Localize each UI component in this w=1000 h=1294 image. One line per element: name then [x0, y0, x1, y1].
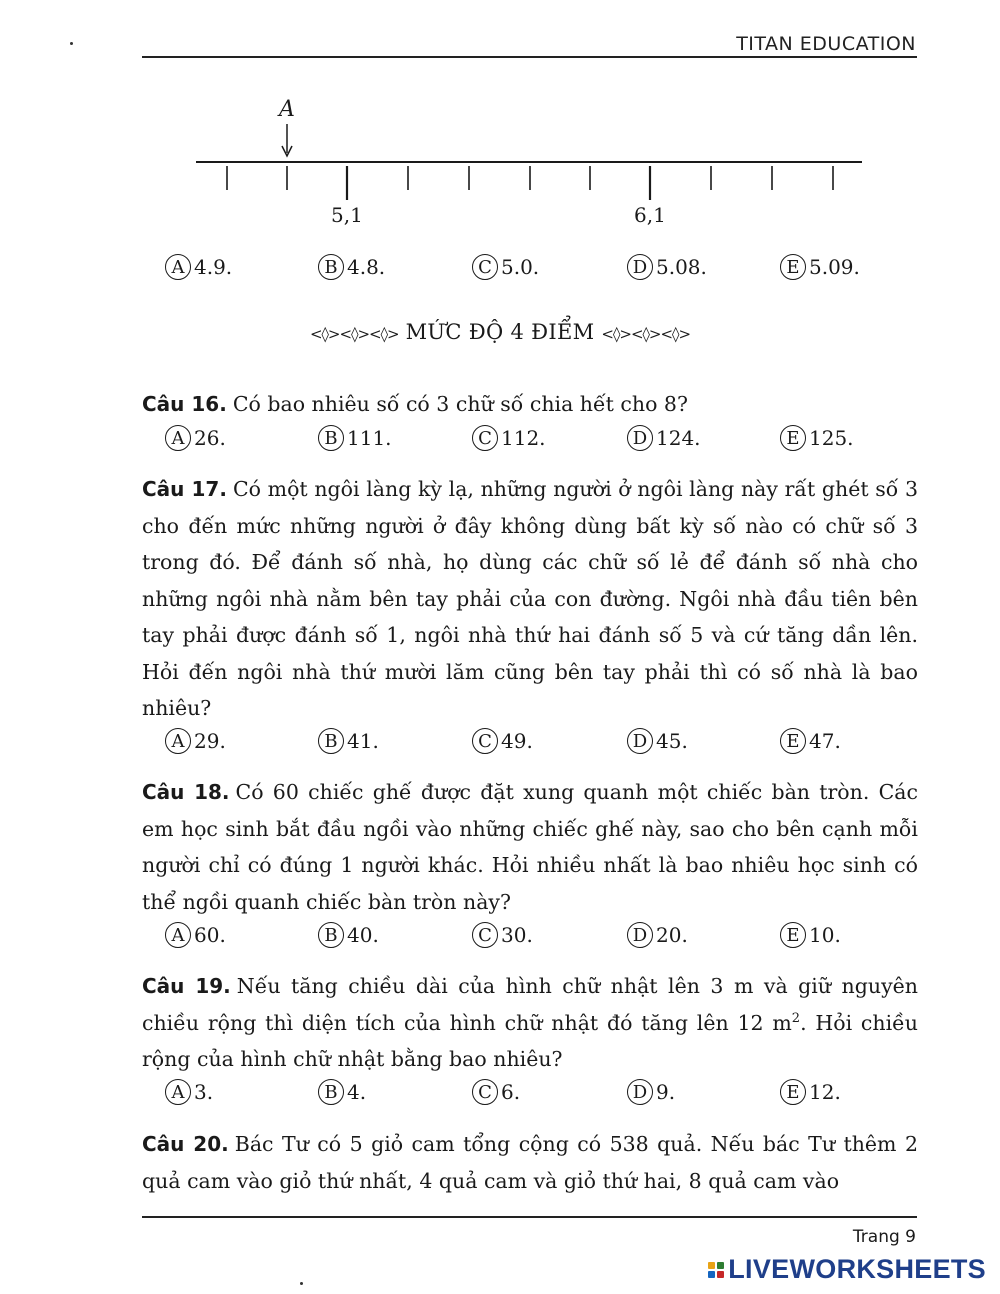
option-text: 3. — [194, 1080, 214, 1104]
option-letter: B — [318, 1079, 344, 1105]
section-title-text: MỨC ĐỘ 4 ĐIỂM — [405, 320, 595, 344]
option-text: 4. — [347, 1080, 367, 1104]
option-text: 4.9. — [194, 255, 233, 279]
option-text: 60. — [194, 923, 226, 947]
q15-options — [165, 254, 925, 286]
number-line-ticks — [227, 166, 833, 200]
option-e[interactable] — [780, 425, 854, 451]
page-number: Trang 9 — [852, 1227, 916, 1247]
option-text: 47. — [809, 729, 841, 753]
option-text: 10. — [809, 923, 841, 947]
option-text: 40. — [347, 923, 379, 947]
header-brand: TITAN EDUCATION — [736, 33, 916, 55]
option-a[interactable] — [165, 922, 226, 948]
option-letter: E — [780, 728, 806, 754]
logo-square — [708, 1271, 715, 1278]
option-e[interactable] — [780, 922, 841, 948]
option-b[interactable] — [318, 254, 385, 280]
option-text: 5.0. — [501, 255, 540, 279]
option-letter: E — [780, 254, 806, 280]
superscript: 2 — [791, 1010, 801, 1026]
option-letter: C — [472, 1079, 498, 1105]
option-letter: A — [165, 1079, 191, 1105]
question-label: Câu 19. — [142, 974, 231, 998]
option-letter: C — [472, 254, 498, 280]
option-e[interactable] — [780, 728, 841, 754]
ornament-left: <◊><◊><◊> — [309, 325, 399, 343]
option-a[interactable] — [165, 425, 226, 451]
option-text: 45. — [656, 729, 688, 753]
option-b[interactable] — [318, 1079, 366, 1105]
option-text: 29. — [194, 729, 226, 753]
option-text: 12. — [809, 1080, 841, 1104]
q17-options — [165, 728, 925, 760]
option-a[interactable] — [165, 1079, 213, 1105]
option-letter: E — [780, 1079, 806, 1105]
option-letter: A — [165, 254, 191, 280]
option-letter: A — [165, 728, 191, 754]
option-e[interactable] — [780, 1079, 841, 1105]
logo-square — [717, 1262, 724, 1269]
option-letter: B — [318, 254, 344, 280]
option-letter: D — [627, 728, 653, 754]
option-text: 6. — [501, 1080, 521, 1104]
logo-squares-icon — [708, 1262, 724, 1278]
option-text: 5.09. — [809, 255, 860, 279]
option-text: 5.08. — [656, 255, 707, 279]
option-letter: D — [627, 254, 653, 280]
option-text: 41. — [347, 729, 379, 753]
marker-label: A — [279, 97, 295, 122]
option-c[interactable] — [472, 728, 533, 754]
ornament-right: <◊><◊><◊> — [601, 325, 691, 343]
option-letter: C — [472, 425, 498, 451]
logo-square — [717, 1271, 724, 1278]
option-a[interactable] — [165, 728, 226, 754]
option-d[interactable] — [627, 728, 688, 754]
option-text: 30. — [501, 923, 533, 947]
question-19 — [142, 968, 918, 1078]
question-label: Câu 20. — [142, 1132, 229, 1156]
tick-label: 6,1 — [634, 203, 666, 227]
option-d[interactable] — [627, 1079, 675, 1105]
option-text: 124. — [656, 426, 701, 450]
option-c[interactable] — [472, 254, 539, 280]
option-letter: B — [318, 922, 344, 948]
option-d[interactable] — [627, 922, 688, 948]
question-text: Có bao nhiêu số có 3 chữ số chia hết cho 8? — [232, 392, 688, 416]
number-line — [0, 0, 1000, 240]
question-20 — [142, 1126, 918, 1199]
option-letter: A — [165, 922, 191, 948]
option-letter: D — [627, 1079, 653, 1105]
question-label: Câu 17. — [142, 477, 227, 501]
question-18 — [142, 774, 918, 920]
option-letter: C — [472, 728, 498, 754]
option-letter: B — [318, 728, 344, 754]
option-letter: D — [627, 425, 653, 451]
option-letter: A — [165, 425, 191, 451]
question-text: Có một ngôi làng kỳ lạ, những người ở ngôi làng này rất ghét số 3 cho đến mức những người ở đây không dùng bất kỳ số nào có chữ số 3 trong đó. Để đánh số nhà, họ dùng các chữ số lẻ để đánh số nhà cho những ngôi nhà nằm bên tay phải của con đường. Ngôi nhà đầu tiên bên tay phải được đánh số 1, ngôi nhà thứ hai đánh số 5 và cứ tăng dần lên. Hỏi đến ngôi nhà thứ mười lăm cũng bên tay phải thì có số nhà là bao nhiêu? — [142, 477, 918, 720]
option-d[interactable] — [627, 254, 707, 280]
option-text: 4.8. — [347, 255, 386, 279]
question-17 — [142, 471, 918, 727]
option-b[interactable] — [318, 922, 379, 948]
option-e[interactable] — [780, 254, 860, 280]
q16-options — [165, 425, 925, 457]
option-text: 26. — [194, 426, 226, 450]
footer-rule — [142, 1216, 917, 1218]
liveworksheets-logo — [708, 1254, 986, 1285]
option-c[interactable] — [472, 922, 533, 948]
q18-options — [165, 922, 925, 954]
option-c[interactable] — [472, 425, 546, 451]
question-text: Nếu tăng chiều dài của hình chữ nhật lên 3 m và giữ nguyên chiều rộng thì diện tích của hình chữ nhật đó tăng lên 12 m — [142, 974, 918, 1035]
tick-label: 5,1 — [331, 203, 363, 227]
logo-text: LIVEWORKSHEETS — [728, 1254, 986, 1284]
option-a[interactable] — [165, 254, 232, 280]
section-title — [0, 320, 1000, 344]
option-c[interactable] — [472, 1079, 520, 1105]
option-text: 112. — [501, 426, 546, 450]
option-letter: B — [318, 425, 344, 451]
option-letter: C — [472, 922, 498, 948]
option-text: 20. — [656, 923, 688, 947]
option-text: 49. — [501, 729, 533, 753]
option-b[interactable] — [318, 728, 379, 754]
question-text-cont: . Hỏi chiều rộng của hình chữ nhật bằng bao nhiêu? — [142, 1010, 918, 1071]
question-label: Câu 18. — [142, 780, 230, 804]
question-label: Câu 16. — [142, 392, 227, 416]
option-text: 111. — [347, 426, 392, 450]
option-b[interactable] — [318, 425, 392, 451]
option-text: 125. — [809, 426, 854, 450]
option-letter: D — [627, 922, 653, 948]
scan-speck — [300, 1282, 303, 1285]
question-text: Có 60 chiếc ghế được đặt xung quanh một chiếc bàn tròn. Các em học sinh bắt đầu ngồi vào những chiếc ghế này, sao cho bên cạnh mỗi người chỉ có đúng 1 người khác. Hỏi nhiều nhất là bao nhiêu học sinh có thể ngồi quanh chiếc bàn tròn này? — [142, 780, 918, 914]
option-d[interactable] — [627, 425, 701, 451]
question-text: Bác Tư có 5 giỏ cam tổng cộng có 538 quả. Nếu bác Tư thêm 2 quả cam vào giỏ thứ nhất, 4 quả cam và giỏ thứ hai, 8 quả cam vào — [142, 1132, 918, 1193]
option-letter: E — [780, 922, 806, 948]
q19-options — [165, 1079, 925, 1111]
option-text: 9. — [656, 1080, 676, 1104]
question-16 — [142, 386, 918, 423]
logo-square — [708, 1262, 715, 1269]
option-letter: E — [780, 425, 806, 451]
